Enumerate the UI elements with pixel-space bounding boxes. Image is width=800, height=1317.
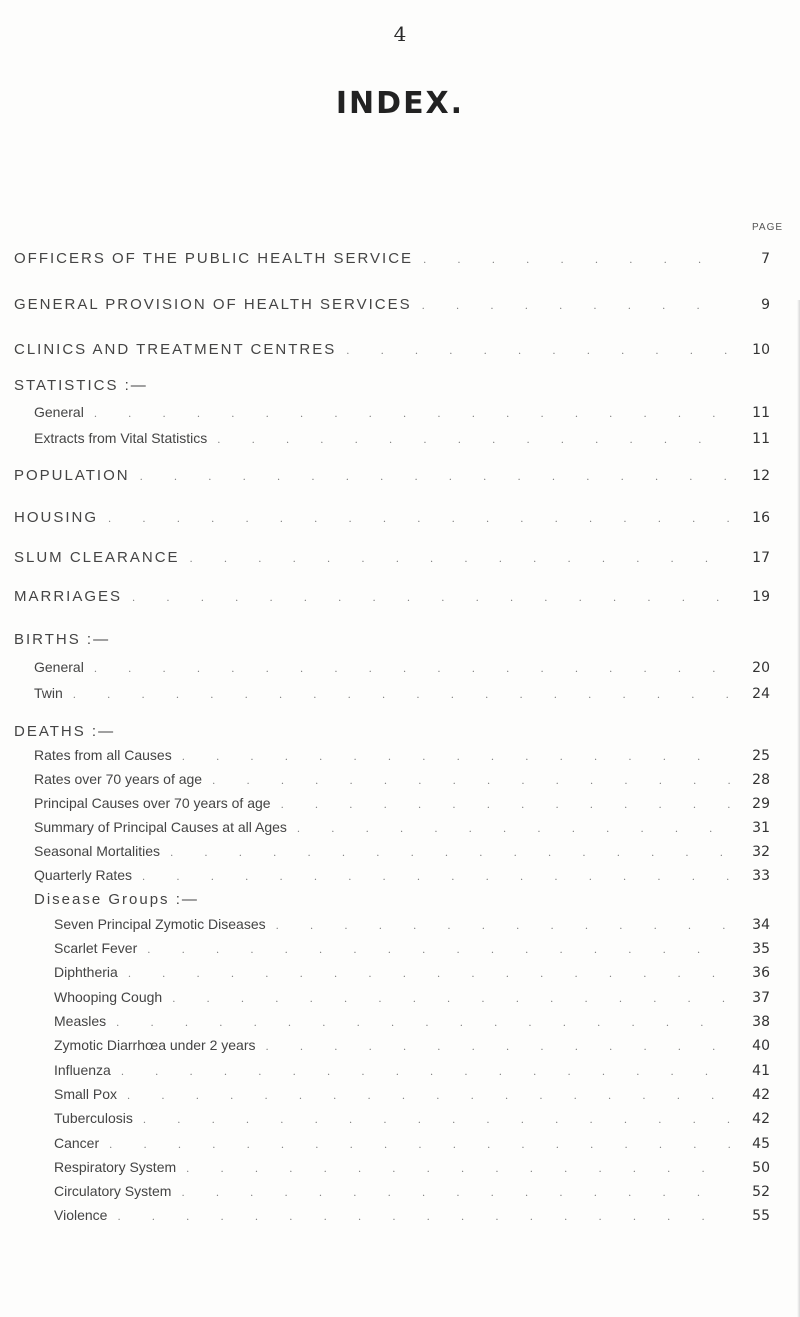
page-number: 4 [393, 22, 407, 46]
index-entry-page: 10 [752, 342, 770, 358]
index-entry [54, 1037, 770, 1054]
index-entry [34, 843, 770, 860]
leader-dots [281, 800, 730, 811]
leader-dots [108, 514, 730, 525]
index-entry-label: General [34, 404, 84, 420]
index-entry-label: BIRTHS :— [14, 631, 111, 648]
index-entry-page: 52 [752, 1184, 770, 1200]
index-entry-page: 9 [761, 297, 770, 313]
leader-dots [127, 1091, 730, 1102]
leader-dots [143, 1115, 730, 1126]
leader-dots [172, 994, 730, 1005]
index-entry-label: Whooping Cough [54, 989, 163, 1005]
index-entry [14, 377, 770, 394]
leader-dots [117, 1212, 730, 1223]
index-entry [34, 430, 770, 447]
index-entry [54, 1135, 770, 1152]
index-entry [14, 467, 770, 484]
index-entry [54, 1183, 770, 1200]
index-entry-page: 37 [752, 990, 770, 1006]
leader-dots [73, 690, 730, 701]
index-entry [54, 916, 770, 933]
index-entry-label: Measles [54, 1013, 107, 1029]
index-entry [34, 795, 770, 812]
index-entry-label: Seven Principal Zymotic Diseases [54, 916, 266, 932]
index-entry [14, 341, 770, 358]
index-entry-label: Cancer [54, 1135, 100, 1151]
index-entry-page: 42 [752, 1111, 770, 1127]
leader-dots [181, 1188, 730, 1199]
index-entry-label: Influenza [54, 1062, 111, 1078]
leader-dots [190, 554, 730, 565]
index-entry-label: Circulatory System [54, 1183, 172, 1199]
index-entry-label: General [34, 659, 84, 675]
index-entry-page: 24 [752, 686, 770, 702]
index-entry-label: MARRIAGES [14, 588, 123, 605]
leader-dots [276, 921, 730, 932]
leader-dots [140, 472, 730, 483]
index-entry-page: 55 [752, 1208, 770, 1224]
index-entry-page: 12 [752, 468, 770, 484]
index-entry [54, 1207, 770, 1224]
index-entry-page: 50 [752, 1160, 770, 1176]
index-entry [14, 296, 770, 313]
index-entry-page: 19 [752, 589, 770, 605]
index-entry-page: 20 [752, 660, 770, 676]
leader-dots [128, 969, 730, 980]
index-entry-page: 35 [752, 941, 770, 957]
index-entry-page: 25 [752, 748, 770, 764]
index-entry-page: 17 [752, 550, 770, 566]
leader-dots [109, 1140, 730, 1151]
index-entry-label: Diphtheria [54, 964, 118, 980]
index-entry [54, 964, 770, 981]
index-entry-page: 7 [761, 251, 770, 267]
index-entry-label: SLUM CLEARANCE [14, 549, 180, 566]
page-title: INDEX. [335, 86, 465, 121]
page-column-header: PAGE [752, 222, 784, 233]
leader-dots [94, 664, 730, 675]
index-entry [34, 819, 770, 836]
index-entry-label: Quarterly Rates [34, 867, 133, 883]
index-entry-label: Seasonal Mortalities [34, 843, 161, 859]
index-entry-page: 34 [752, 917, 770, 933]
index-entry-label: DEATHS :— [14, 723, 116, 740]
leader-dots [147, 945, 730, 956]
index-entry-page: 11 [752, 431, 770, 447]
index-entry [54, 1013, 770, 1030]
index-entry-page: 28 [752, 772, 770, 788]
index-entry-label: Twin [34, 685, 63, 701]
index-entry-label: STATISTICS :— [14, 377, 148, 394]
leader-dots [94, 409, 730, 420]
index-entry-page: 36 [752, 965, 770, 981]
leader-dots [132, 593, 730, 604]
index-entry [34, 685, 770, 702]
index-entry-label: Zymotic Diarrhœa under 2 years [54, 1037, 256, 1053]
index-entry-page: 16 [752, 510, 770, 526]
index-entry [54, 1086, 770, 1103]
index-entry-label: Disease Groups :— [34, 891, 199, 908]
index-entry [14, 250, 770, 267]
index-entry [14, 509, 770, 526]
index-entry-page: 33 [752, 868, 770, 884]
leader-dots [297, 824, 730, 835]
index-entry-page: 38 [752, 1014, 770, 1030]
leader-dots [182, 752, 730, 763]
leader-dots [266, 1042, 730, 1053]
index-entry-label: OFFICERS OF THE PUBLIC HEALTH SERVICE [14, 250, 414, 267]
index-entry-label: HOUSING [14, 509, 99, 526]
leader-dots [121, 1067, 730, 1078]
index-entry-label: Summary of Principal Causes at all Ages [34, 819, 287, 835]
index-entry-page: 31 [752, 820, 770, 836]
leader-dots [116, 1018, 730, 1029]
index-entry-label: POPULATION [14, 467, 130, 484]
index-entry-label: Rates from all Causes [34, 747, 172, 763]
leader-dots [142, 872, 730, 883]
leader-dots [170, 848, 730, 859]
index-entry-page: 45 [752, 1136, 770, 1152]
index-entry-label: Rates over 70 years of age [34, 771, 203, 787]
index-entry-label: Respiratory System [54, 1159, 177, 1175]
index-entry-label: Tuberculosis [54, 1110, 133, 1126]
index-entry [54, 940, 770, 957]
index-entry [34, 771, 770, 788]
leader-dots [186, 1164, 730, 1175]
leader-dots [422, 301, 730, 312]
leader-dots [423, 255, 730, 266]
index-entry-page: 11 [752, 405, 770, 421]
index-entry-page: 29 [752, 796, 770, 812]
index-entry-label: Scarlet Fever [54, 940, 138, 956]
index-entry [54, 989, 770, 1006]
leader-dots [217, 435, 730, 446]
leader-dots [212, 776, 730, 787]
index-entry [14, 723, 770, 740]
index-entry [34, 747, 770, 764]
index-entry-label: CLINICS AND TREATMENT CENTRES [14, 341, 337, 358]
index-entry-label: Small Pox [54, 1086, 118, 1102]
leader-dots [346, 346, 730, 357]
index-entry-label: Principal Causes over 70 years of age [34, 795, 271, 811]
index-entry [54, 1062, 770, 1079]
index-entry-page: 41 [752, 1063, 770, 1079]
index-entry [34, 891, 770, 908]
index-entry-label: Extracts from Vital Statistics [34, 430, 208, 446]
index-entry [54, 1110, 770, 1127]
index-entry-page: 40 [752, 1038, 770, 1054]
index-entry [54, 1159, 770, 1176]
index-entry [14, 588, 770, 605]
index-entry [34, 867, 770, 884]
index-entry-label: GENERAL PROVISION OF HEALTH SERVICES [14, 296, 412, 313]
index-entry-page: 42 [752, 1087, 770, 1103]
index-entry [14, 631, 770, 648]
index-entry [14, 549, 770, 566]
index-entry-label: Violence [54, 1207, 108, 1223]
index-entry-page: 32 [752, 844, 770, 860]
index-entry [34, 659, 770, 676]
index-entry [34, 404, 770, 421]
